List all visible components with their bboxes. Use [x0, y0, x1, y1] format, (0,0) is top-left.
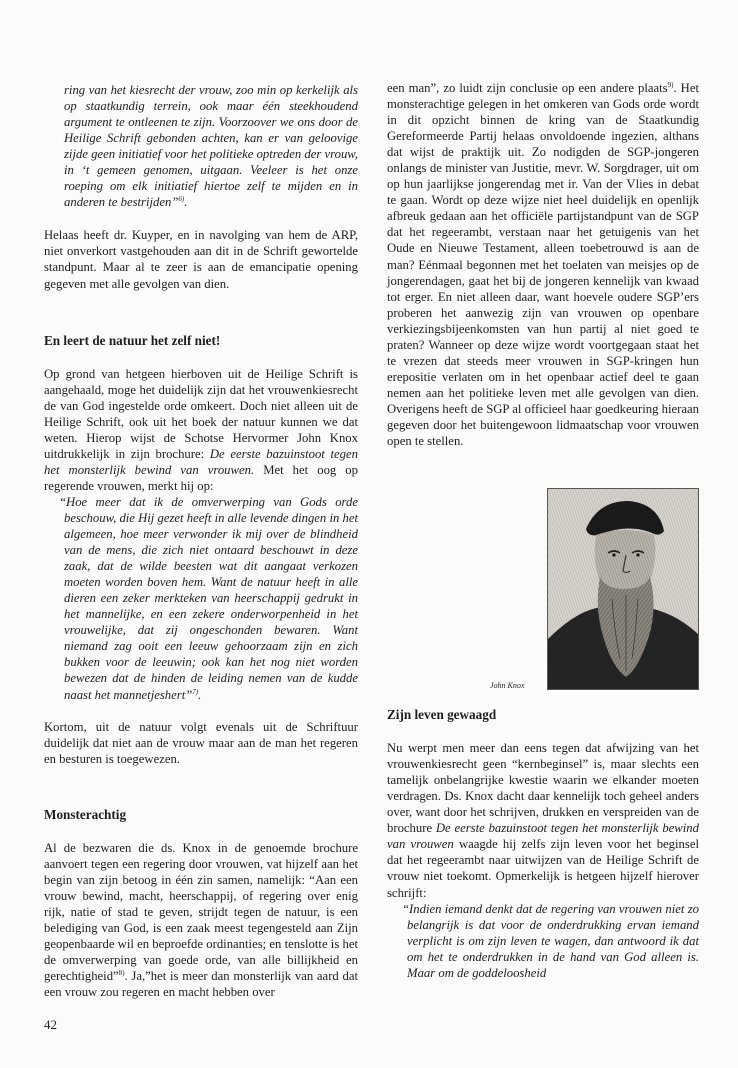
portrait-engraving: [548, 489, 698, 689]
knox-quote: “Indien iemand denkt dat de regering van vrouwen niet zo belangrijk is dat voor de onderdrukking ervan iemand verplicht is om zijn leven te wagen, dan antwoord ik dat om het te onderdrukken in de hand van God alleen is. Maar om de goddeloosheid: [402, 901, 699, 980]
knox-quote: “Hoe meer dat ik de omverwerping van Gods orde beschouw, die Hij gezet heeft in alle levende dingen in het algemeen, hoe meer verwonder ik mij over de blindheid van de mens, die zich niet ontaard beschouwt in deze zaak, dat de wilde beesten wat dit aangaat verkozen moeten worden boven hem. Want de natuur heeft in alle dieren een zeker merkteken van heerschappij gedrukt in het mannelijke, en een zekere onderworpenheid in het vrouwelijke, dat zij ongeschonden bewaren. Want niemand zag ooit een leeuw gehoorzaam zijn en zich bukken voor de leeuwin; ook kan het nog niet worden bewezen dat de hinden de leiding nemen van de kudde naast het mannetjeshert”$^{7)}$.: [59, 494, 358, 702]
paragraph: een man”, zo luidt zijn conclusie op een andere plaats$^{9)}$. Het monsterachtige gelegen in het omkeren van Gods orde wordt in dit opzicht binnen de kring van de Staatkundig Gereformeerde Partij helaas onvoldoende ingezien, althans dat wijst de praktijk uit. Zo nodigden de SGP-jongeren onlangs de minister van Justitie, mevr. W. Sorgdrager, uit om op hun jaarlijkse jongerendag met ir. Van der Vlies in debat te gaan. Wordt op deze wijze niet heel duidelijk en openlijk afbreuk gedaan aan het officiële partijstandpunt van de SGP dat het regeerambt, verstaan naar het getuigenis van het Oude en Nieuwe Testament, alleen toebetrouwd is aan de man? Eénmaal begonnen met het toelaten van meisjes op de jongerendagen, gaat het bij de jongeren kennelijk van kwaad tot erger. En niet alleen daar, want hoevele oudere SGP’ers proberen het aanwezig zijn van vrouwen op openbare verkiezingsbijeenkomsten van hun partij al niet goed te praten? Wanneer op deze wijze wordt voortgegaan staat het te vrezen dat steeds meer vrouwen in SGP-kringen hun erepositie verlaten om in het openbaar actief deel te gaan nemen aan het politieke leven met alle gevolgen van dien. Overigens heeft de SGP al officieel haar goedkeuring hieraan gegeven door het buitengewoon lidmaatschap voor vrouwen open te stellen.: [387, 80, 699, 449]
footnote-marker: 6): [178, 195, 185, 204]
footnote-marker: 7): [192, 687, 199, 696]
left-column: [44, 80, 358, 1000]
paragraph: Al de bezwaren die ds. Knox in de genoemde brochure aanvoert tegen een regering door vrouwen, vat hijzelf aan het begin van zijn betoog in één zin samen, namelijk: “Aan een vrouw bewind, macht, heerschappij, of regering over enig rijk, natie of stad te geven, strijdt tegen de natuur, is een belediging van God, is een zaak meest tegengesteld aan Zijn geopenbaarde wil en beproefde ordinanties; en tenslotte is het de omverwerping van goede orde, van alle billijkheid en gerechtigheid”$^{8)}$. Ja,”het is meer dan monsterlijk van aard dat een vrouw zou regeren en macht hebben over: [44, 840, 358, 1000]
paragraph: Kortom, uit de natuur volgt evenals uit de Schriftuur duidelijk dat niet aan de vrouw maar aan de man het regeren en besturen is toegewezen.: [44, 719, 358, 766]
footnote-marker: 9): [667, 80, 674, 89]
page-number: 42: [44, 1017, 57, 1032]
brochure-title: De eerste bazuinstoot tegen het monsterlijk bewind van vrouwen: [387, 821, 699, 852]
paragraph: Nu werpt men meer dan eens tegen dat afwijzing van het vrouwenkiesrecht geen “kernbeginsel” is, maar slechts een tamelijk onbelangrijke kwestie waarin we elkander moeten verdragen. Ds. Knox dacht daar kennelijk toch geheel anders over, want door het schrijven, drukken en verspreiden van de brochure De eerste bazuinstoot tegen het monsterlijk bewind van vrouwen waagde hij zelfs zijn leven voor het beginsel dat het regeerambt naar uitwijzen van de Heilige Schrift de vrouw niet toekomt. Opmerkelijk is hetgeen hijzelf hierover schrijft:: [387, 741, 699, 900]
section-heading: Monsterachtig: [44, 806, 127, 822]
john-knox-portrait: [547, 488, 699, 690]
brochure-title: De eerste bazuinstoot tegen het monsterlijk bewind van vrouwen.: [44, 446, 358, 477]
portrait-caption: John Knox: [490, 681, 525, 690]
paragraph: Op grond van hetgeen hierboven uit de Heilige Schrift is aangehaald, moge het duidelijk zijn dat het vrouwenkiesrecht de van God ingestelde orde omkeert. Doch niet alleen uit de Heilige Schrift, ook uit het boek der natuur kunnen we dat weten. Hierop wijst de Schotse Hervormer John Knox uitdrukkelijk in zijn brochure: De eerste bazuinstoot tegen het monsterlijk bewind van vrouwen. Met het oog op regerende vrouwen, merkt hij op:: [44, 366, 358, 493]
quote-continuation: ring van het kiesrecht der vrouw, zoo min op kerkelijk als op staatkundig terrein, ook maar één steekhoudend argument te ontleenen te zijn. Voorzoover we ons door de Heilige Schrift gebonden achten, kan er van geloovige zijde geen initiatief voor het politieke optreden der vrouw, in ‘t gemeen genomen, uitgaan. Veeleer is het onze roeping om elk initiatief hiertoe zelf te mijden en in anderen te bestrijden”$^{6)}$.: [64, 83, 358, 210]
footnote-marker: 8): [118, 968, 125, 977]
section-heading: En leert de natuur het zelf niet!: [44, 332, 221, 348]
section-heading: Zijn leven gewaagd: [387, 707, 497, 723]
paragraph: Helaas heeft dr. Kuyper, en in navolging van hem de ARP, niet onverkort vastgehouden aan dit in de Schrift gewortelde standpunt. Maar al te zeer is aan de emancipatie opening gegeven met alle gevolgen van dien.: [44, 228, 358, 291]
